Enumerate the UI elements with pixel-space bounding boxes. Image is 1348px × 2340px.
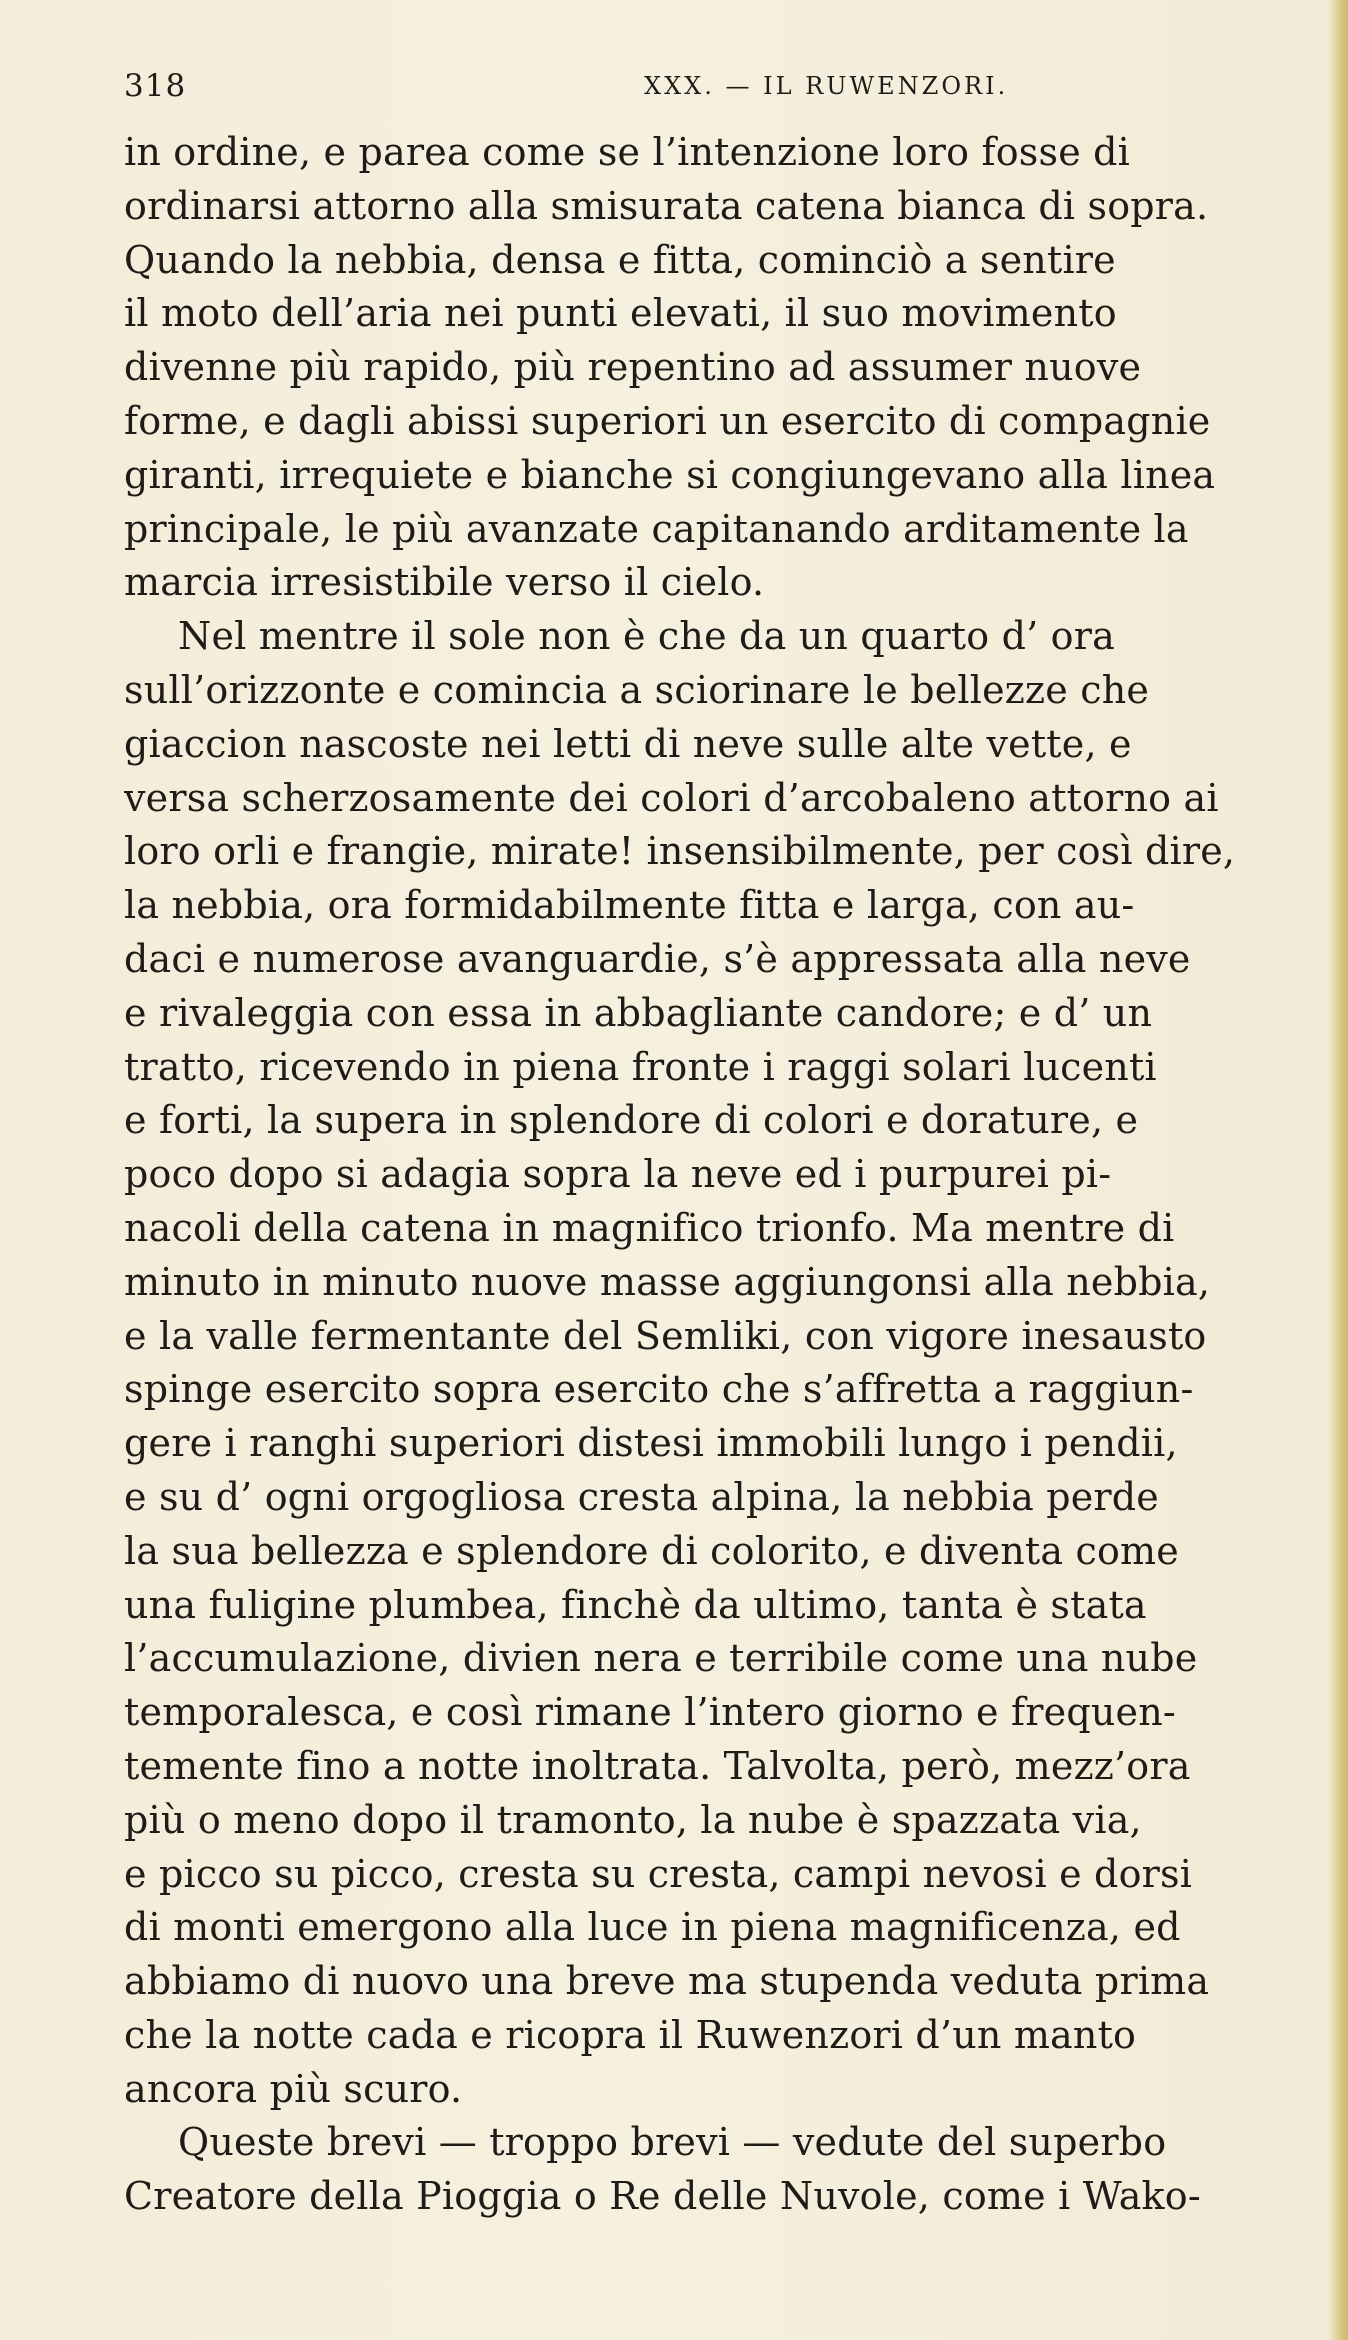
page-number: 318 xyxy=(124,68,187,104)
text-line: di monti emergono alla luce in piena magnificenza, ed xyxy=(124,1905,1181,1950)
text-line: poco dopo si adagia sopra la neve ed i purpurei pi- xyxy=(124,1152,1112,1197)
text-line: temporalesca, e così rimane l’intero giorno e frequen- xyxy=(124,1690,1176,1735)
paragraph-start-line: Nel mentre il sole non è che da un quarto d’ ora xyxy=(178,614,1115,659)
paragraph-start-line: Queste brevi — troppo brevi — vedute del superbo xyxy=(178,2120,1167,2165)
text-line: giranti, irrequiete e bianche si congiungevano alla linea xyxy=(124,452,1216,497)
text-line: spinge esercito sopra esercito che s’affretta a raggiun- xyxy=(124,1367,1194,1412)
text-line: l’accumulazione, divien nera e terribile come una nube xyxy=(124,1636,1198,1681)
page-edge xyxy=(1328,0,1348,2340)
text-line: versa scherzosamente dei colori d’arcobaleno attorno ai xyxy=(124,775,1219,820)
body-text xyxy=(124,126,1294,2224)
text-line: gere i ranghi superiori distesi immobili lungo i pendii, xyxy=(124,1421,1178,1466)
text-line: nacoli della catena in magnifico trionfo. Ma mentre di xyxy=(124,1205,1175,1250)
text-line: forme, e dagli abissi superiori un esercito di compagnie xyxy=(124,398,1211,443)
text-line: abbiamo di nuovo una breve ma stupenda veduta prima xyxy=(124,1959,1210,2004)
text-line: e rivaleggia con essa in abbagliante candore; e d’ un xyxy=(124,990,1153,1035)
text-line: loro orli e frangie, mirate! insensibilmente, per così dire, xyxy=(124,829,1236,874)
text-line: ancora più scuro. xyxy=(124,2066,463,2111)
running-head: XXX. — IL RUWENZORI. xyxy=(644,72,1009,100)
text-line: minuto in minuto nuove masse aggiungonsi alla nebbia, xyxy=(124,1259,1211,1304)
text-line: una fuligine plumbea, finchè da ultimo, tanta è stata xyxy=(124,1582,1147,1627)
text-line: Creatore della Pioggia o Re delle Nuvole, come i Wako- xyxy=(124,2174,1201,2219)
text-line: daci e numerose avanguardie, s’è appressata alla neve xyxy=(124,936,1191,981)
text-line: tratto, ricevendo in piena fronte i raggi solari lucenti xyxy=(124,1044,1157,1089)
text-line: e su d’ ogni orgogliosa cresta alpina, la nebbia perde xyxy=(124,1474,1159,1519)
text-line: che la notte cada e ricopra il Ruwenzori d’un manto xyxy=(124,2012,1137,2057)
text-line: e forti, la supera in splendore di colori e dorature, e xyxy=(124,1098,1139,1143)
text-line: sull’orizzonte e comincia a sciorinare le bellezze che xyxy=(124,667,1150,712)
page-header xyxy=(124,64,1294,120)
text-line: più o meno dopo il tramonto, la nube è spazzata via, xyxy=(124,1797,1142,1842)
text-line: temente fino a notte inoltrata. Talvolta, però, mezz’ora xyxy=(124,1743,1191,1788)
text-line: principale, le più avanzate capitanando arditamente la xyxy=(124,506,1189,551)
text-line: la sua bellezza e splendore di colorito, e diventa come xyxy=(124,1528,1179,1573)
text-line: e picco su picco, cresta su cresta, campi nevosi e dorsi xyxy=(124,1851,1193,1896)
text-line: Quando la nebbia, densa e fitta, cominciò a sentire xyxy=(124,237,1116,282)
text-line: e la valle fermentante del Semliki, con vigore inesausto xyxy=(124,1313,1207,1358)
text-line: giaccion nascoste nei letti di neve sulle alte vette, e xyxy=(124,721,1132,766)
text-line: marcia irresistibile verso il cielo. xyxy=(124,560,765,605)
text-line: divenne più rapido, più repentino ad assumer nuove xyxy=(124,345,1142,390)
text-line: il moto dell’aria nei punti elevati, il suo movimento xyxy=(124,291,1117,336)
text-line: la nebbia, ora formidabilmente fitta e larga, con au- xyxy=(124,883,1135,928)
text-line: in ordine, e parea come se l’intenzione loro fosse di xyxy=(124,130,1131,174)
text-line: ordinarsi attorno alla smisurata catena bianca di sopra. xyxy=(124,183,1209,228)
